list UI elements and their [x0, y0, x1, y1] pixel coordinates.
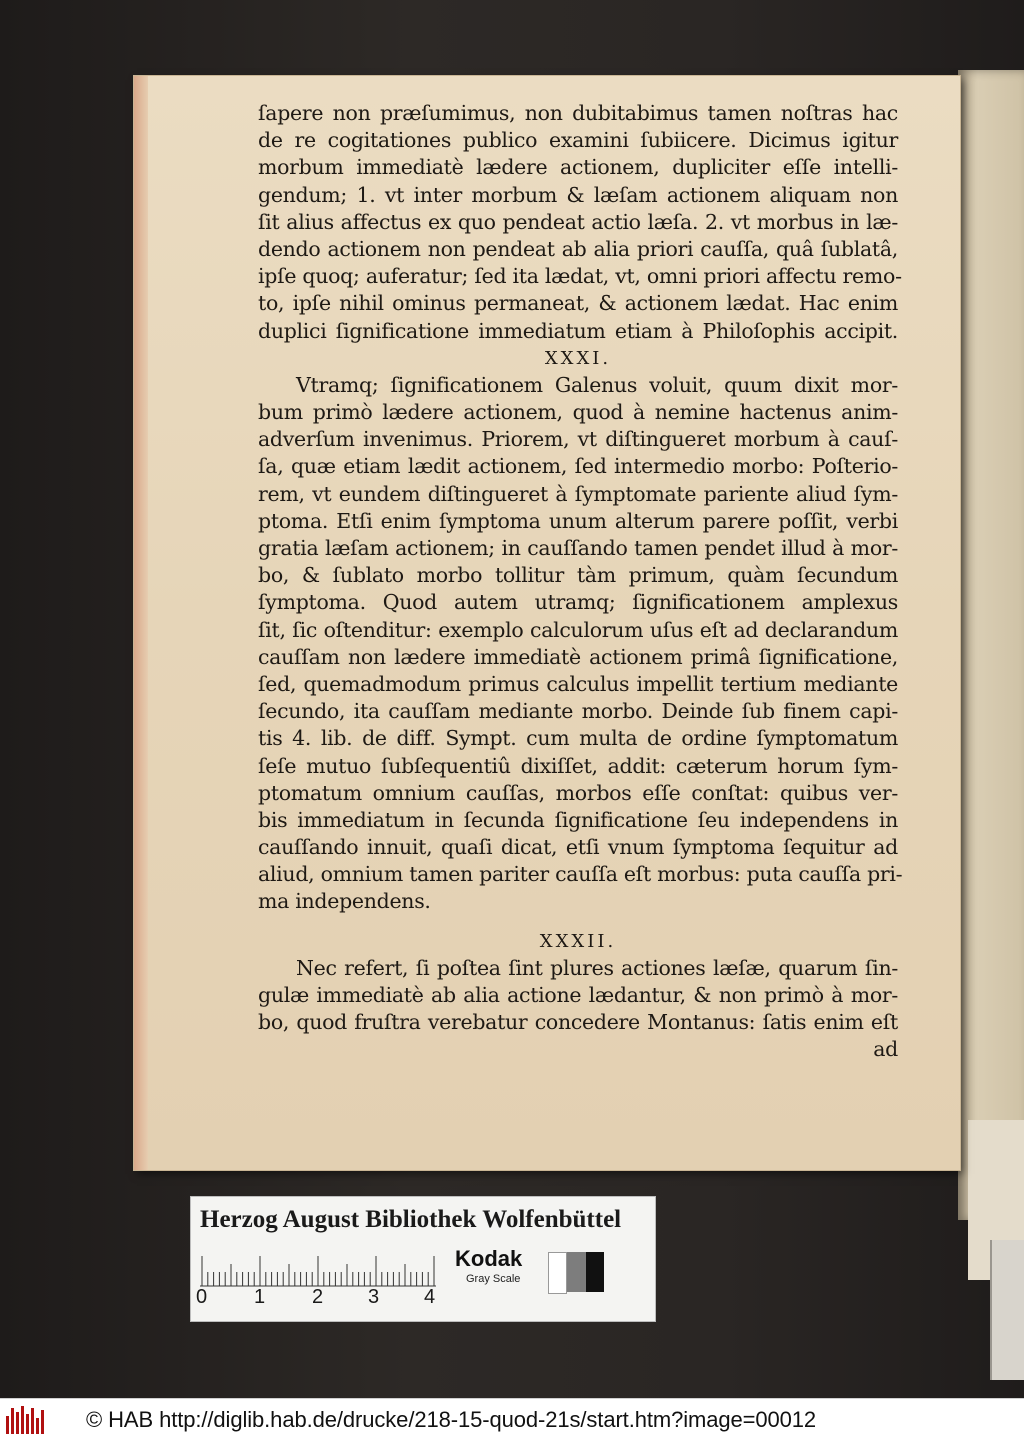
text-line: bo, & ſublato morbo tollitur tàm primum, quàm ſecundum	[258, 563, 898, 588]
hab-logo-icon[interactable]	[6, 1404, 46, 1434]
text-line: ſeſe mutuo ſubſequentiû dixiſſet, addit: cæterum horum ſym-	[258, 753, 898, 778]
ruler-number: 0	[196, 1286, 208, 1308]
text-line: bum primò lædere actionem, quod à nemine hactenus anim-	[258, 400, 898, 425]
text-line: duplici ſignificatione immediatum etiam à Philoſophis accipit.	[258, 318, 898, 343]
text-line: morbum immediatè lædere actionem, dupliciter eſſe intelli-	[258, 155, 898, 180]
kodak-brand: Kodak	[455, 1246, 523, 1271]
text-line: rem, vt eundem diſtingueret à ſymptomate pariente aliud ſym-	[258, 481, 898, 506]
text-line: gendum; 1. vt inter morbum & læſam actionem aliquam non	[258, 182, 898, 207]
paragraph-3	[258, 955, 898, 1037]
section-heading-xxxii: XXXII.	[539, 930, 617, 952]
text-line: cauſſam non lædere immediatè actionem primâ ſignificatione,	[258, 644, 898, 669]
text-line: Nec refert, ſi poſtea ſint plures actiones læſæ, quarum ſin-	[296, 955, 898, 980]
text-line: gratia læſam actionem; in cauſſando tamen pendet illud à mor-	[258, 536, 898, 560]
section-heading-xxxi: XXXI.	[544, 347, 612, 369]
paragraph-1	[258, 100, 902, 345]
ruler-number: 1	[254, 1286, 266, 1308]
text-line: ipſe quoq; auferatur; ſed ita lædat, vt, omni priori affectu remo-	[258, 264, 902, 289]
kodak-subtitle: Gray Scale	[466, 1273, 521, 1285]
ruler-numbers	[196, 1286, 456, 1312]
text-line: ptoma. Etſi enim ſymptoma unum alterum parere poſſit, verbi	[258, 508, 898, 533]
text-line: ma independens.	[258, 889, 431, 914]
swatch-black	[586, 1252, 604, 1292]
catchword: ad	[873, 1037, 898, 1062]
text-line: to, ipſe nihil ominus permaneat, & actionem lædat. Hac enim	[258, 291, 898, 316]
footer-copyright-link[interactable]: © HAB http://diglib.hab.de/drucke/218-15-quod-21s/start.htm?image=00012	[86, 1407, 817, 1432]
text-line: ſit alius affectus ex quo pendeat actio læſa. 2. vt morbus in læ-	[258, 209, 898, 234]
text-line: Vtramq; ſignificationem Galenus voluit, quum dixit mor-	[296, 372, 898, 397]
text-line: ſymptoma. Quod autem utramq; ſignificationem amplexus	[258, 590, 898, 615]
text-line: bo, quod fruſtra verebatur concedere Montanus: ſatis enim eſt	[258, 1010, 898, 1035]
paragraph-2	[258, 372, 903, 916]
text-line: ſed, quemadmodum primus calculus impellit tertium mediante	[258, 671, 898, 696]
ruler-number: 2	[312, 1286, 324, 1308]
text-line: ſa, quæ etiam lædit actionem, ſed intermedio morbo: Poſterio-	[258, 454, 898, 479]
library-title: Herzog August Bibliothek Wolfenbüttel	[200, 1206, 622, 1233]
gray-scale-swatch	[548, 1252, 604, 1292]
text-line: adverſum invenimus. Priorem, vt diſtingueret morbum à cauſ-	[258, 427, 898, 452]
text-line: bis immediatum in ſecunda ſignificatione ſeu independens in	[258, 807, 898, 832]
swatch-gray	[567, 1252, 585, 1292]
text-line: aliud, omnium tamen pariter cauſſa eſt morbus: puta cauſſa pri-	[258, 862, 903, 887]
page-text	[258, 100, 903, 1064]
text-line: ſit, ſic oſtenditur: exemplo calculorum uſus eſt ad declarandum	[258, 617, 898, 642]
text-line: ptomatum omnium cauſſas, morbos eſſe conſtat: quibus ver-	[258, 780, 898, 805]
text-line: gulæ immediatè ab alia actione lædantur, & non primò à mor-	[258, 983, 898, 1007]
text-line: dendo actionem non pendeat ab alia priori cauſſa, quâ ſublatâ,	[258, 236, 898, 261]
ruler-number: 4	[424, 1286, 436, 1308]
text-line: ſapere non præſumimus, non dubitabimus tamen noſtras hac	[258, 101, 898, 125]
text-line: de re cogitationes publico examini ſubiicere. Dicimus igitur	[258, 128, 898, 153]
ruler-number: 3	[368, 1286, 380, 1308]
swatch-white	[548, 1252, 567, 1294]
page-red-edge	[134, 76, 148, 1170]
adjacent-page-edge	[958, 70, 1024, 1220]
text-line: cauſſando innuit, quaſi dicat, etſi vnum ſymptoma ſequitur ad	[258, 835, 898, 860]
side-card-fragment	[990, 1240, 1024, 1380]
text-line: ſecundo, ita cauſſam mediante morbo. Deinde ſub finem capi-	[258, 699, 898, 724]
text-line: tis 4. lib. de diff. Sympt. cum multa de ordine ſymptomatum	[258, 726, 898, 751]
ruler-scale	[200, 1252, 440, 1288]
